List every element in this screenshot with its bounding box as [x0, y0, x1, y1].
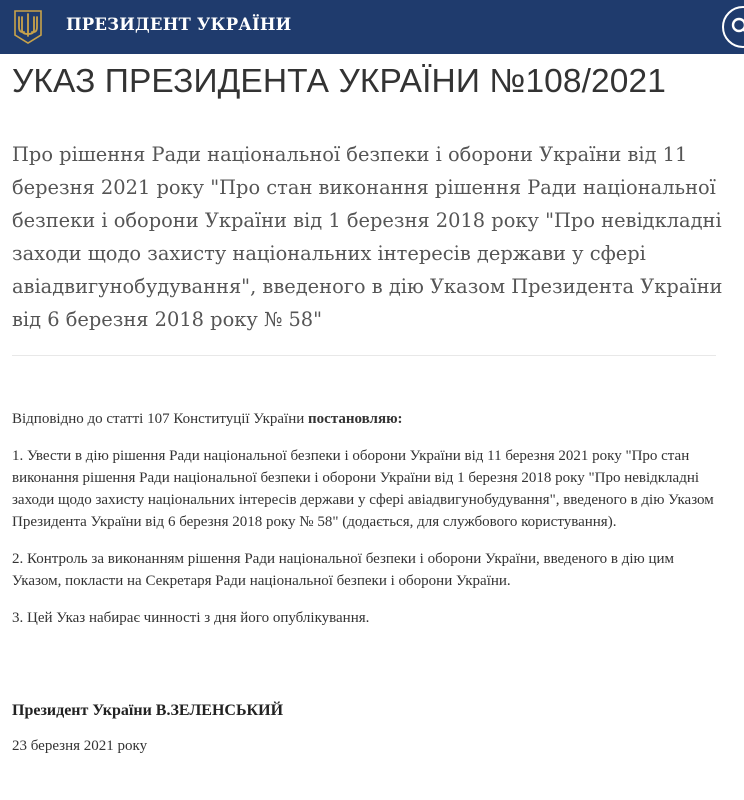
document-body [12, 408, 727, 644]
page-title: УКАЗ ПРЕЗИДЕНТА УКРАЇНИ №108/2021 [12, 63, 666, 100]
site-header [0, 0, 744, 54]
divider [12, 355, 716, 356]
site-title[interactable]: ПРЕЗИДЕНТ УКРАЇНИ [66, 15, 292, 34]
trident-emblem-icon[interactable] [14, 10, 42, 44]
paragraph-2: 2. Контроль за виконанням рішення Ради національної безпеки і оборони України, введеного в дію цим Указом, покласти на Секретаря Ради національної безпеки і оборони України. [12, 551, 674, 589]
document-subtitle: Про рішення Ради національної безпеки і оборони України від 11 березня 2021 року "Про стан виконання рішення Ради національної безпеки і оборони України від 1 березня 2018 року "Про невідкладні заходи щодо захисту національних інтересів держави у сфері авіадвигунобудування", введеного в дію Указом Президента України від 6 березня 2018 року № 58" [12, 143, 723, 331]
search-icon [731, 17, 744, 37]
preamble-text: Відповідно до статті 107 Конституції України [12, 411, 305, 427]
search-button[interactable] [722, 6, 744, 48]
preamble [12, 408, 727, 430]
document-date: 23 березня 2021 року [12, 738, 148, 754]
preamble-bold: постановляю: [308, 411, 403, 427]
paragraph-3: 3. Цей Указ набирає чинності з дня його опублікування. [12, 610, 370, 626]
paragraph-1: 1. Увести в дію рішення Ради національної безпеки і оборони України від 11 березня 2021 року "Про стан виконання рішення Ради національної безпеки і оборони України від 1 березня 2018 року "Про невідкладні заходи щодо захисту національних інтересів держави у сфері авіадвигунобудування", введеного в дію Указом Президента України від 6 березня 2018 року № 58" (додається, для службового користування). [12, 448, 714, 530]
signature: Президент України В.ЗЕЛЕНСЬКИЙ [12, 702, 284, 719]
